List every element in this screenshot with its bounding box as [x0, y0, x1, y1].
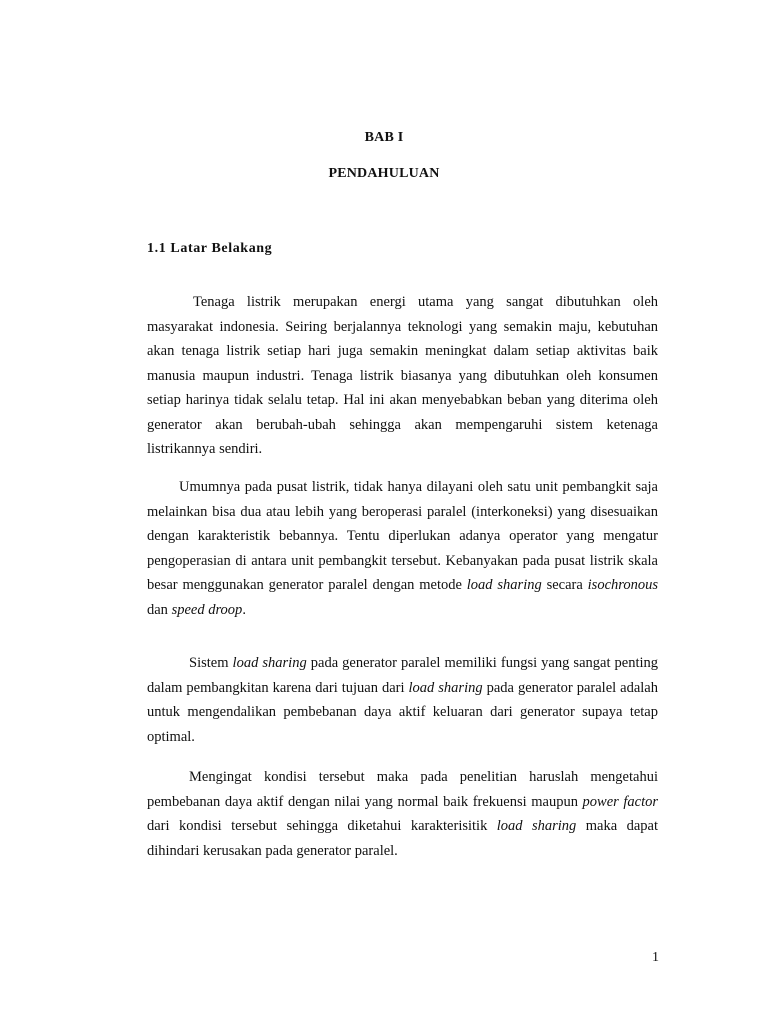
text-run: Umumnya pada pusat listrik, tidak hanya dilayani oleh satu unit pembangkit saja melainkan bisa dua atau lebih yang beroperasi paralel (interkoneksi) yang disesuaikan dengan karakteristik bebannya. Tentu diperlukan adanya operator yang mengatur pengoperasian di antara unit pembangkit tersebut. Kebanyakan pada pusat listrik skala besar menggunakan generator paralel dengan metode	[147, 479, 658, 593]
italic-term: load sharing	[496, 818, 577, 834]
paragraph-4	[147, 765, 658, 863]
paragraph-3	[147, 651, 658, 749]
text-run: dan	[147, 601, 172, 618]
text-run: secara	[541, 577, 588, 593]
italic-term: power factor	[582, 793, 658, 810]
section-title: 1.1 Latar Belakang	[147, 241, 273, 256]
text-run: pada generator paralel adalah untuk mengendalikan pembebanan daya aktif keluaran dari generator supaya tetap optimal.	[147, 679, 658, 745]
italic-term: speed droop	[171, 601, 243, 618]
text-run: maka dapat dihindari kerusakan pada generator paralel.	[147, 818, 658, 859]
paragraph-2	[147, 475, 658, 622]
text-run: Mengingat kondisi tersebut maka pada penelitian haruslah mengetahui pembebanan daya aktif dengan nilai yang normal baik frekuensi maupun	[147, 769, 658, 810]
text-run: Tenaga listrik merupakan energi utama yang sangat dibutuhkan oleh masyarakat indonesia. Seiring berjalannya teknologi yang semakin maju, kebutuhan akan tenaga listrik setiap hari juga semakin meningkat dalam setiap aktivitas baik manusia maupun industri. Tenaga listrik biasanya yang dibutuhkan oleh konsumen setiap harinya tidak selalu tetap. Hal ini akan menyebabkan beban yang diterima oleh generator akan berubah-ubah sehingga akan mempengaruhi sistem ketenaga listrikannya sendiri.	[147, 294, 658, 457]
text-run: Sistem	[189, 655, 233, 671]
text-run: pada generator paralel memiliki fungsi yang sangat penting dalam pembangkitan karena dari tujuan dari	[147, 655, 659, 696]
italic-term: isochronous	[587, 577, 659, 593]
text-run: .	[242, 601, 246, 618]
page-number: 1	[652, 950, 659, 965]
paragraph-1	[147, 290, 658, 462]
italic-term: load sharing	[232, 655, 307, 671]
italic-term: load sharing	[466, 577, 542, 593]
italic-term: load sharing	[408, 679, 483, 696]
text-run: dari kondisi tersebut sehingga diketahui karakterisitik	[147, 818, 497, 834]
chapter-number: BAB I	[364, 130, 404, 145]
chapter-title: PENDAHULUAN	[328, 166, 440, 181]
